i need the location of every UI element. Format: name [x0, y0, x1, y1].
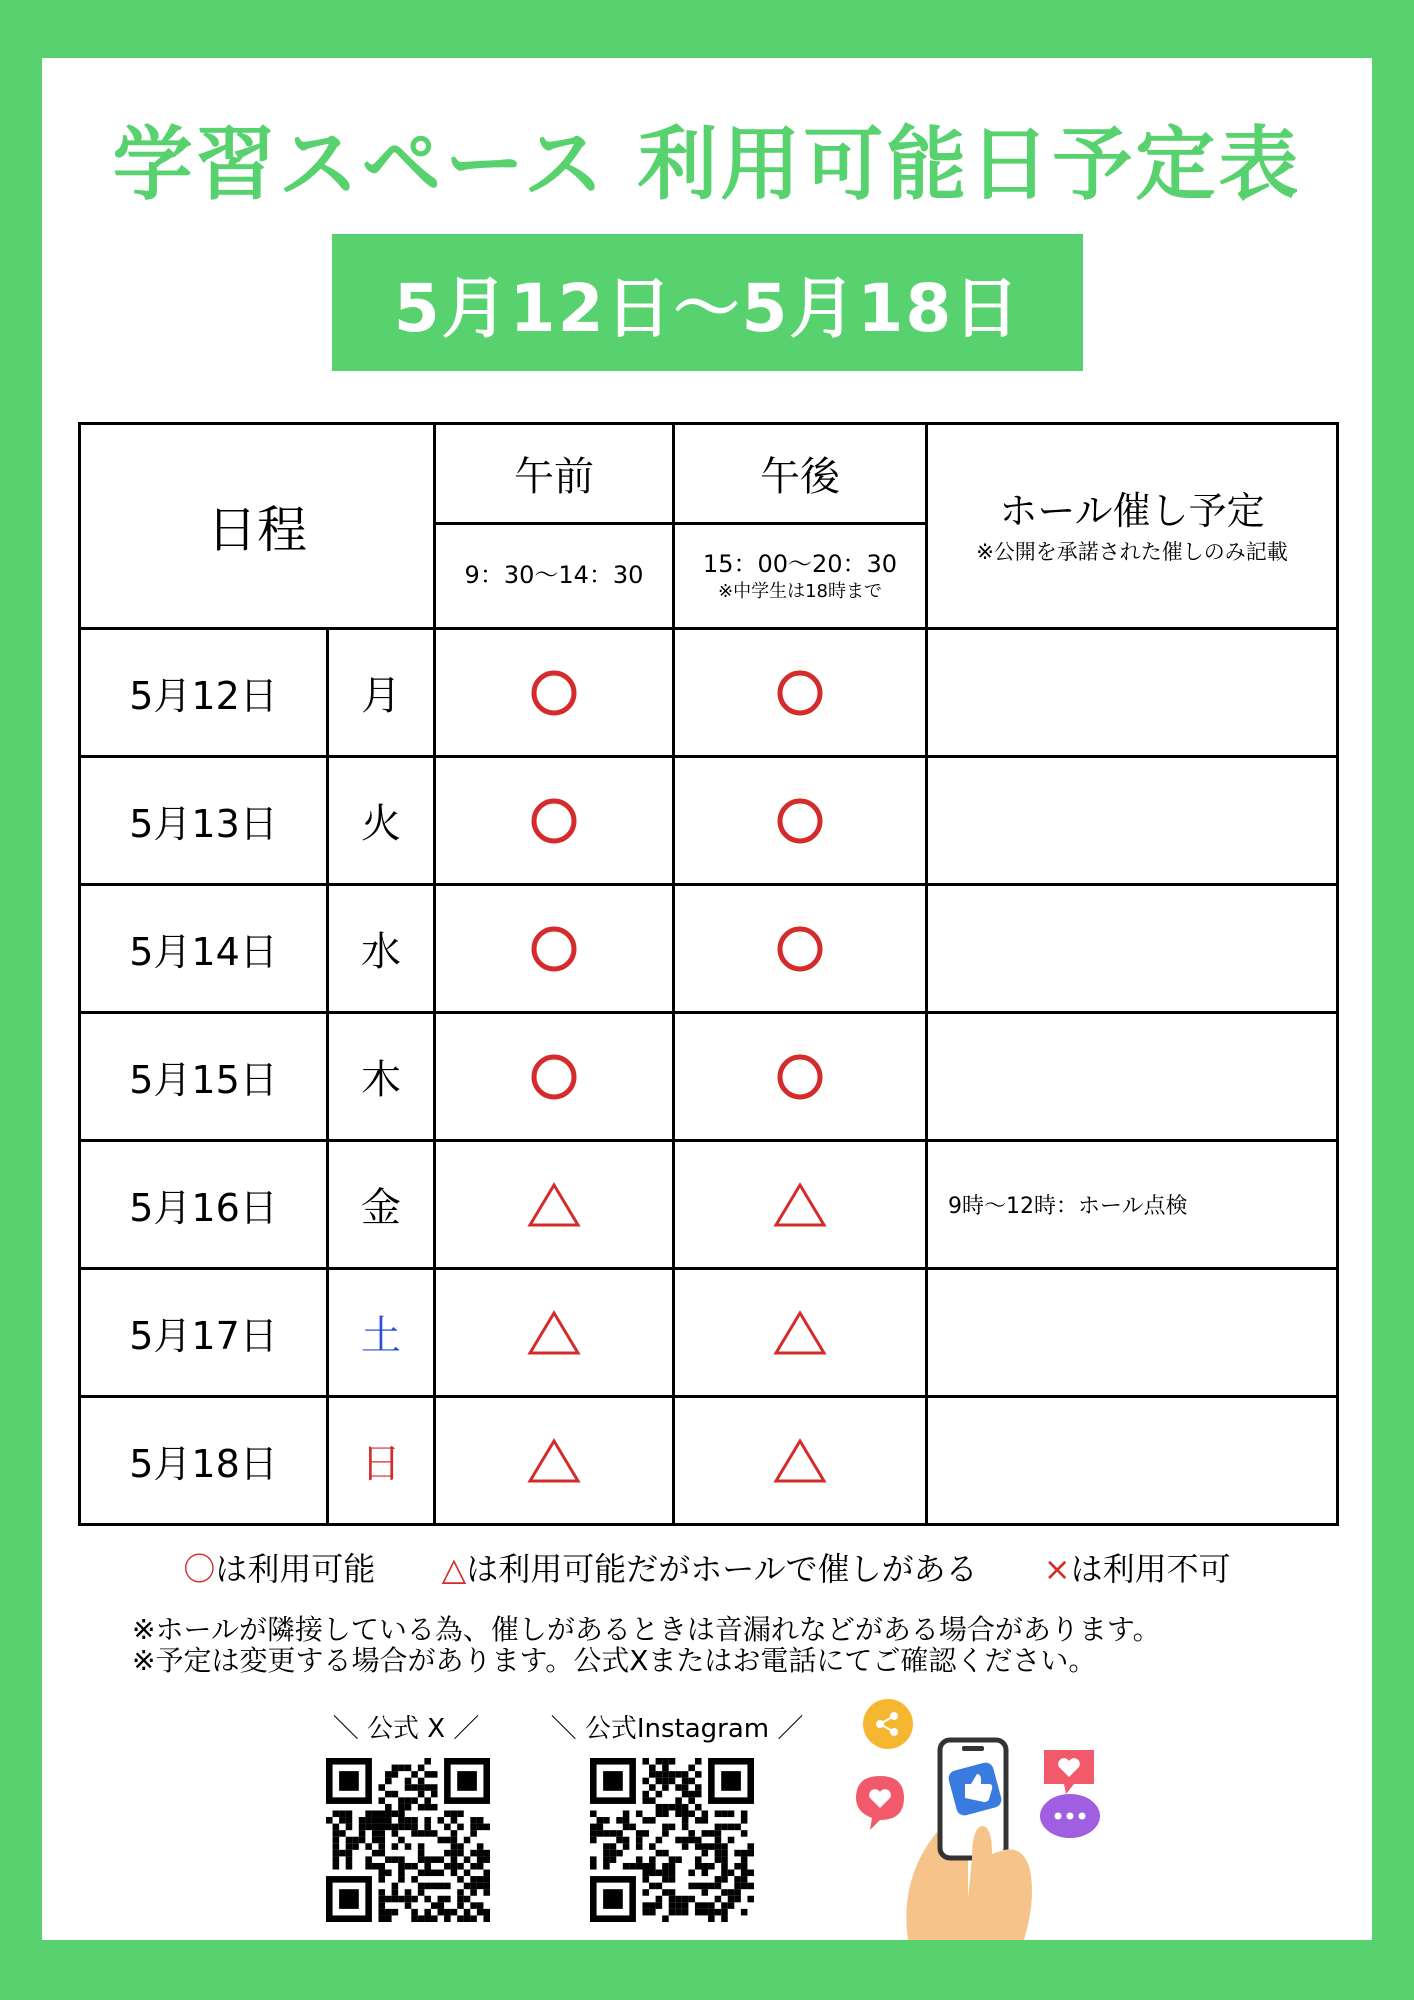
circle-mark-icon — [529, 796, 579, 846]
header-events — [927, 424, 1338, 629]
row-event — [927, 1269, 1338, 1397]
row-pm-status — [674, 1013, 927, 1141]
circle-mark-icon — [529, 1052, 579, 1102]
pm-time — [674, 524, 927, 629]
pm-time-label: 15：00〜20：30 — [702, 549, 898, 578]
header-am: 午前 — [435, 424, 674, 524]
circle-mark-icon — [775, 796, 825, 846]
row-day-of-week: 金 — [328, 1141, 435, 1269]
legend — [42, 1544, 1372, 1590]
circle-mark-icon — [529, 668, 579, 718]
cross-mark-icon: × — [1043, 1550, 1071, 1588]
row-event — [927, 629, 1338, 757]
row-am-status — [435, 1397, 674, 1525]
table-row — [80, 629, 1338, 757]
row-date: 5月16日 — [80, 1141, 328, 1269]
legend-available-text: は利用可能 — [215, 1550, 376, 1588]
pm-time-note: ※中学生は18時まで — [718, 580, 882, 602]
note-line: ※予定は変更する場合があります。公式Xまたはお電話にてご確認ください。 — [132, 1644, 1097, 1678]
row-date: 5月17日 — [80, 1269, 328, 1397]
notes — [132, 1614, 1161, 1677]
circle-mark-icon — [775, 668, 825, 718]
legend-unavailable — [1044, 1550, 1231, 1588]
table-row — [80, 885, 1338, 1013]
row-event — [927, 1013, 1338, 1141]
header-events-note: ※公開を承諾された催しのみ記載 — [976, 539, 1288, 564]
row-day-of-week: 日 — [328, 1397, 435, 1525]
header-schedule: 日程 — [80, 424, 435, 629]
triangle-mark-icon: △ — [441, 1550, 467, 1588]
row-pm-status — [674, 885, 927, 1013]
row-day-of-week: 火 — [328, 757, 435, 885]
row-day-of-week: 木 — [328, 1013, 435, 1141]
table-row — [80, 1397, 1338, 1525]
row-am-status — [435, 885, 674, 1013]
row-day-of-week: 土 — [328, 1269, 435, 1397]
row-day-of-week: 水 — [328, 885, 435, 1013]
page-title: 学習スペース 利用可能日予定表 — [112, 118, 1302, 211]
row-event — [927, 885, 1338, 1013]
qr-code-x-icon[interactable] — [326, 1758, 490, 1922]
row-pm-status — [674, 1397, 927, 1525]
row-event: 9時〜12時：ホール点検 — [927, 1141, 1338, 1269]
table-row — [80, 1269, 1338, 1397]
triangle-mark-icon — [773, 1309, 827, 1357]
legend-unavailable-text: は利用不可 — [1070, 1550, 1231, 1588]
social-media-illustration-icon — [852, 1698, 1112, 1940]
row-date: 5月14日 — [80, 885, 328, 1013]
row-event — [927, 757, 1338, 885]
schedule-table — [78, 422, 1339, 1526]
qr-x-label: ＼ 公式 X ／ — [332, 1714, 480, 1744]
legend-event — [442, 1550, 988, 1588]
circle-mark-icon — [775, 924, 825, 974]
am-time-label: 9：30〜14：30 — [464, 561, 644, 590]
row-am-status — [435, 1141, 674, 1269]
row-am-status — [435, 1013, 674, 1141]
triangle-mark-icon — [773, 1437, 827, 1485]
row-pm-status — [674, 629, 927, 757]
row-am-status — [435, 757, 674, 885]
table-row — [80, 1141, 1338, 1269]
circle-mark-icon — [529, 924, 579, 974]
date-range-banner: 5月12日〜5月18日 — [332, 234, 1083, 371]
note-line: ※ホールが隣接している為、催しがあるときは音漏れなどがある場合があります。 — [132, 1613, 1161, 1646]
circle-mark-icon — [775, 1052, 825, 1102]
row-date: 5月12日 — [80, 629, 328, 757]
row-pm-status — [674, 1269, 927, 1397]
triangle-mark-icon — [527, 1309, 581, 1357]
triangle-mark-icon — [527, 1181, 581, 1229]
row-pm-status — [674, 1141, 927, 1269]
row-date: 5月13日 — [80, 757, 328, 885]
row-day-of-week: 月 — [328, 629, 435, 757]
row-event — [927, 1397, 1338, 1525]
table-row — [80, 1013, 1338, 1141]
qr-code-instagram-icon[interactable] — [590, 1758, 754, 1922]
row-am-status — [435, 1269, 674, 1397]
row-pm-status — [674, 757, 927, 885]
circle-mark-icon: 〇 — [183, 1550, 216, 1588]
triangle-mark-icon — [527, 1437, 581, 1485]
row-date: 5月15日 — [80, 1013, 328, 1141]
qr-instagram-label: ＼ 公式Instagram ／ — [550, 1714, 804, 1744]
am-time — [435, 524, 674, 629]
triangle-mark-icon — [773, 1181, 827, 1229]
legend-event-text: は利用可能だがホールで催しがある — [466, 1550, 978, 1588]
header-pm: 午後 — [674, 424, 927, 524]
header-events-label: ホール催し予定 — [999, 488, 1265, 533]
table-row — [80, 757, 1338, 885]
row-date: 5月18日 — [80, 1397, 328, 1525]
legend-available — [183, 1550, 385, 1588]
row-am-status — [435, 629, 674, 757]
poster-sheet — [42, 58, 1372, 1940]
